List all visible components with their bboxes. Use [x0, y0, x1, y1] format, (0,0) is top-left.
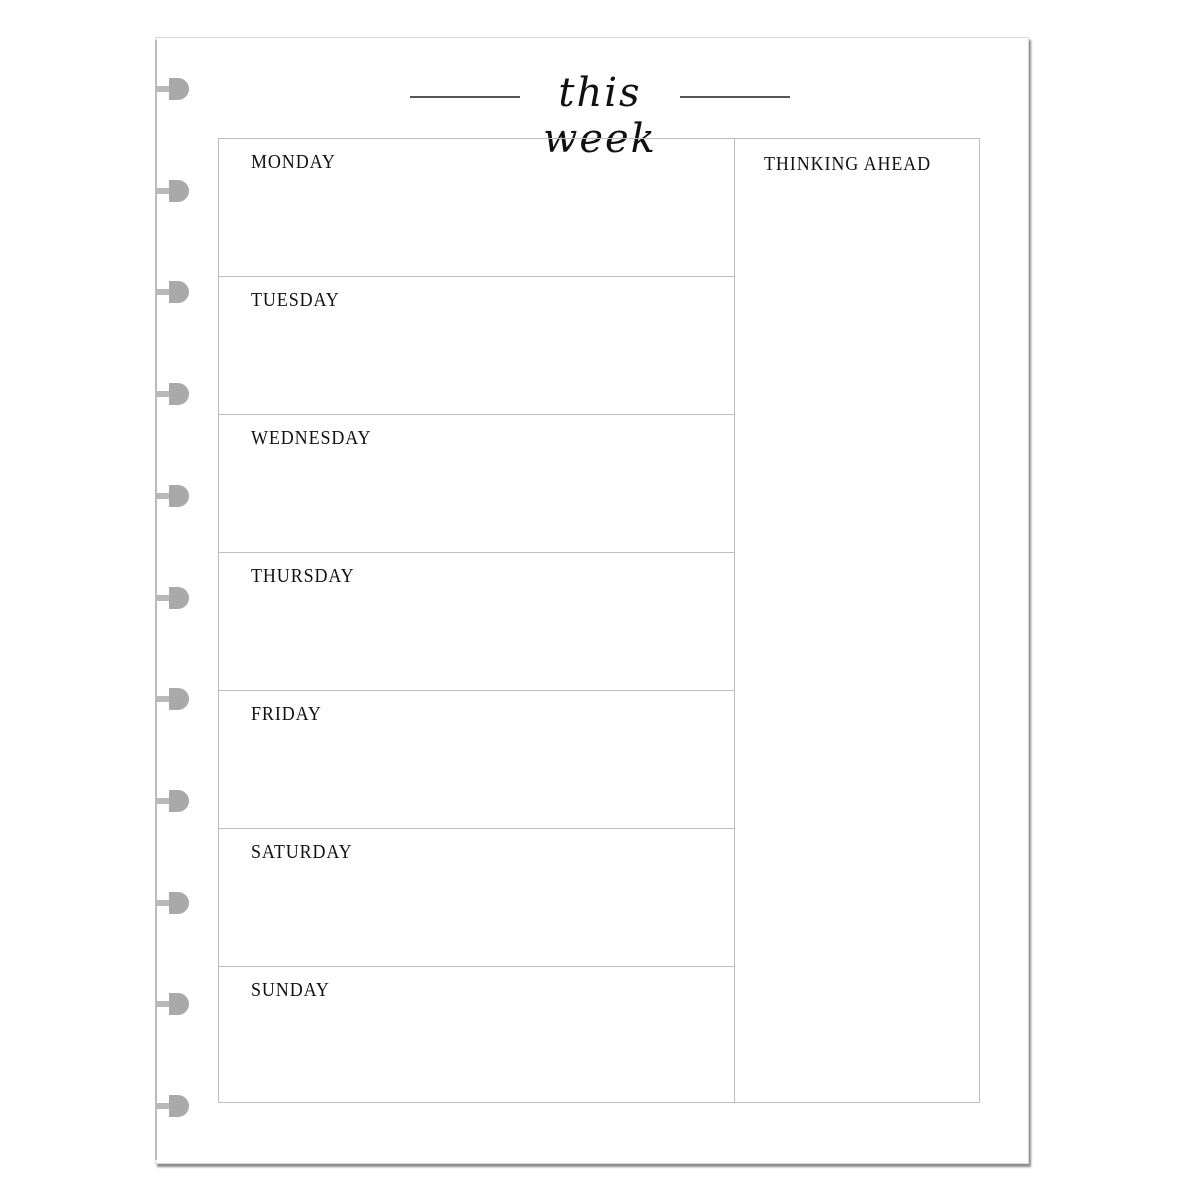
- binder-disc-icon: [157, 180, 190, 202]
- binder-disc-icon: [157, 993, 190, 1015]
- binder-disc-icon: [157, 78, 190, 100]
- binder-disc-icon: [157, 383, 190, 405]
- binder-disc-icon: [157, 587, 190, 609]
- day-label: MONDAY: [251, 151, 336, 173]
- binder-disc-icon: [157, 485, 190, 507]
- day-box-wednesday[interactable]: [219, 415, 734, 553]
- binder-disc-icon: [157, 790, 190, 812]
- day-box-thursday[interactable]: [219, 553, 734, 691]
- page-title: [410, 52, 790, 162]
- binder-disc-icon: [157, 1095, 190, 1117]
- thinking-ahead-label: THINKING AHEAD: [764, 153, 932, 175]
- title-flourish-left: [410, 96, 520, 98]
- title-flourish-right: [680, 96, 790, 98]
- day-label: TUESDAY: [251, 289, 340, 311]
- day-label: SUNDAY: [251, 979, 330, 1001]
- day-box-monday[interactable]: [219, 139, 734, 277]
- day-label: SATURDAY: [251, 841, 353, 863]
- day-label: WEDNESDAY: [251, 427, 372, 449]
- weekly-grid: [218, 138, 980, 1103]
- day-box-saturday[interactable]: [219, 829, 734, 967]
- day-label: THURSDAY: [251, 565, 355, 587]
- day-column: [219, 139, 735, 1102]
- day-box-sunday[interactable]: [219, 967, 734, 1102]
- day-label: FRIDAY: [251, 703, 322, 725]
- page-title-text: this week: [543, 70, 657, 162]
- binder-disc-icon: [157, 281, 190, 303]
- binder-disc-icon: [157, 892, 190, 914]
- day-box-tuesday[interactable]: [219, 277, 734, 415]
- day-box-friday[interactable]: [219, 691, 734, 829]
- binder-disc-icon: [157, 688, 190, 710]
